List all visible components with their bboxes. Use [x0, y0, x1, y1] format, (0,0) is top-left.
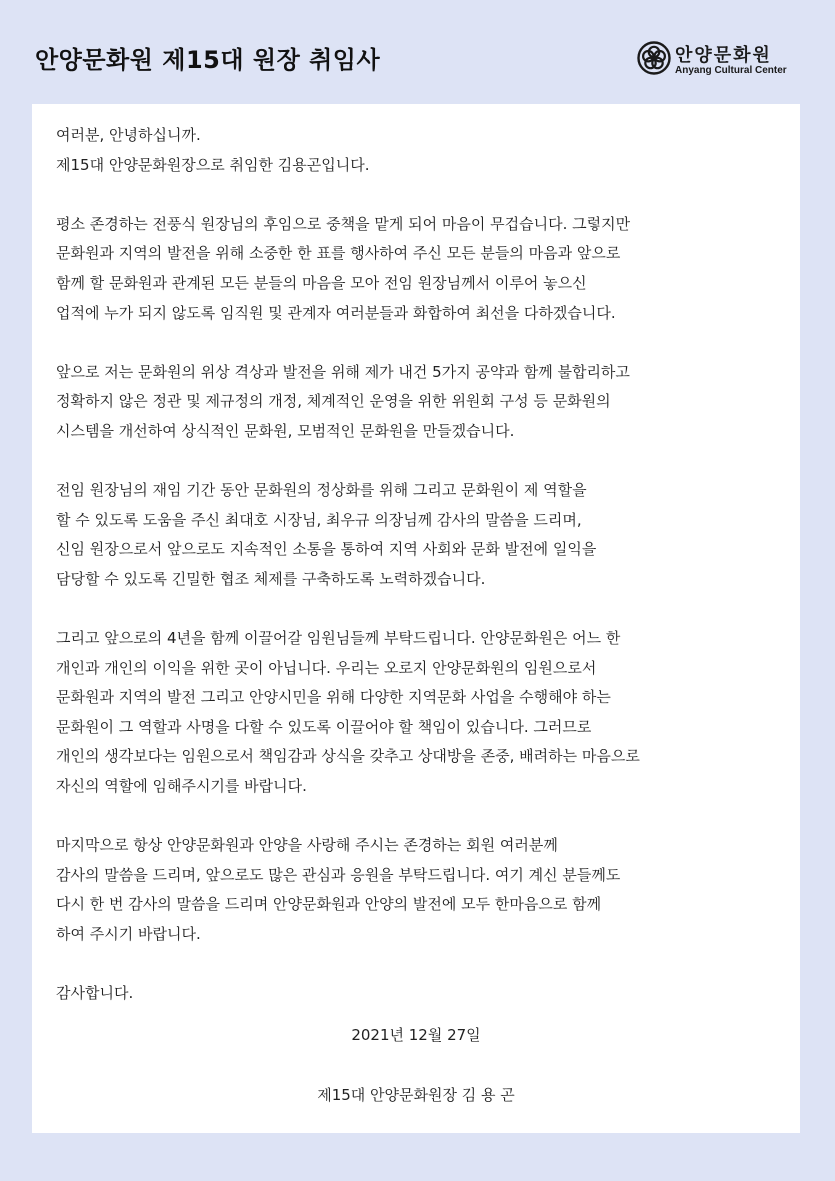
letter-card [32, 104, 800, 1133]
text-line: 평소 존경하는 전풍식 원장님의 후임으로 중책을 맡게 되어 마음이 무겁습니다. 그렇지만 [56, 214, 631, 233]
closing-paragraph [56, 979, 776, 1009]
text-line: 시스템을 개선하여 상식적인 문화원, 모범적인 문화원을 만들겠습니다. [56, 421, 515, 440]
paragraph-2 [56, 358, 776, 447]
text-line: 개인과 개인의 이익을 위한 곳이 아닙니다. 우리는 오로지 안양문화원의 임원으로서 [56, 658, 597, 677]
text-line: 업적에 누가 되지 않도록 임직원 및 관계자 여러분들과 화합하여 최선을 다하겠습니다. [56, 303, 616, 322]
text-line: 여러분, 안녕하십니까. [56, 126, 201, 144]
text-line: 함께 할 문화원과 관계된 모든 분들의 마음을 모아 전임 원장님께서 이루어 놓으신 [56, 273, 587, 292]
text-line: 정확하지 않은 정관 및 제규정의 개정, 체계적인 운영을 위한 위원회 구성 등 문화원의 [56, 392, 611, 411]
signature: 제15대 안양문화원장 김 용 곤 [317, 1086, 515, 1104]
paragraph-5 [56, 831, 776, 949]
paragraph-4 [56, 624, 776, 802]
text-line: 개인의 생각보다는 임원으로서 책임감과 상식을 갖추고 상대방을 존중, 배려하는 마음으로 [56, 747, 640, 766]
letter-date: 2021년 12월 27일 [351, 1026, 481, 1044]
text-line: 문화원과 지역의 발전을 위해 소중한 한 표를 행사하여 주신 모든 분들의 마음과 앞으로 [56, 244, 621, 263]
logo-subtitle: Anyang Cultural Center [675, 65, 787, 76]
flower-emblem-icon [637, 41, 671, 75]
page-header [0, 0, 835, 104]
greeting-paragraph [56, 121, 776, 180]
logo-name: 안양문화원 [675, 45, 772, 66]
text-line: 하여 주시기 바랍니다. [56, 925, 201, 944]
page-title: 안양문화원 제15대 원장 취임사 [35, 46, 381, 74]
text-line: 문화원과 지역의 발전 그리고 안양시민을 위해 다양한 지역문화 사업을 수행해야 하는 [56, 688, 611, 707]
paragraph-3 [56, 476, 776, 594]
anyang-cultural-center-logo [637, 41, 797, 81]
text-line: 앞으로 저는 문화원의 위상 격상과 발전을 위해 제가 내건 5가지 공약과 함께 불합리하고 [56, 362, 630, 381]
text-line: 그리고 앞으로의 4년을 함께 이끌어갈 임원님들께 부탁드립니다. 안양문화원은 어느 한 [56, 629, 621, 648]
text-line: 신임 원장으로서 앞으로도 지속적인 소통을 통하여 지역 사회와 문화 발전에 일익을 [56, 540, 597, 559]
text-line: 제15대 안양문화원장으로 취임한 김용곤입니다. [56, 155, 370, 174]
closing-text: 감사합니다. [56, 984, 134, 1003]
text-line: 전임 원장님의 재임 기간 동안 문화원의 정상화를 위해 그리고 문화원이 제 역할을 [56, 481, 587, 500]
letter-body [56, 121, 776, 1038]
text-line: 마지막으로 항상 안양문화원과 안양을 사랑해 주시는 존경하는 회원 여러분께 [56, 836, 558, 855]
text-line: 감사의 말씀을 드리며, 앞으로도 많은 관심과 응원을 부탁드립니다. 여기 계신 분들께도 [56, 865, 621, 884]
text-line: 다시 한 번 감사의 말씀을 드리며 안양문화원과 안양의 발전에 모두 한마음으로 함께 [56, 895, 602, 914]
text-line: 할 수 있도록 도움을 주신 최대호 시장님, 최우규 의장님께 감사의 말씀을 드리며, [56, 510, 582, 529]
paragraph-1 [56, 210, 776, 328]
text-line: 문화원이 그 역할과 사명을 다할 수 있도록 이끌어야 할 책임이 있습니다. 그러므로 [56, 717, 592, 736]
text-line: 자신의 역할에 임해주시기를 바랍니다. [56, 777, 307, 796]
text-line: 담당할 수 있도록 긴밀한 협조 체제를 구축하도록 노력하겠습니다. [56, 569, 486, 588]
